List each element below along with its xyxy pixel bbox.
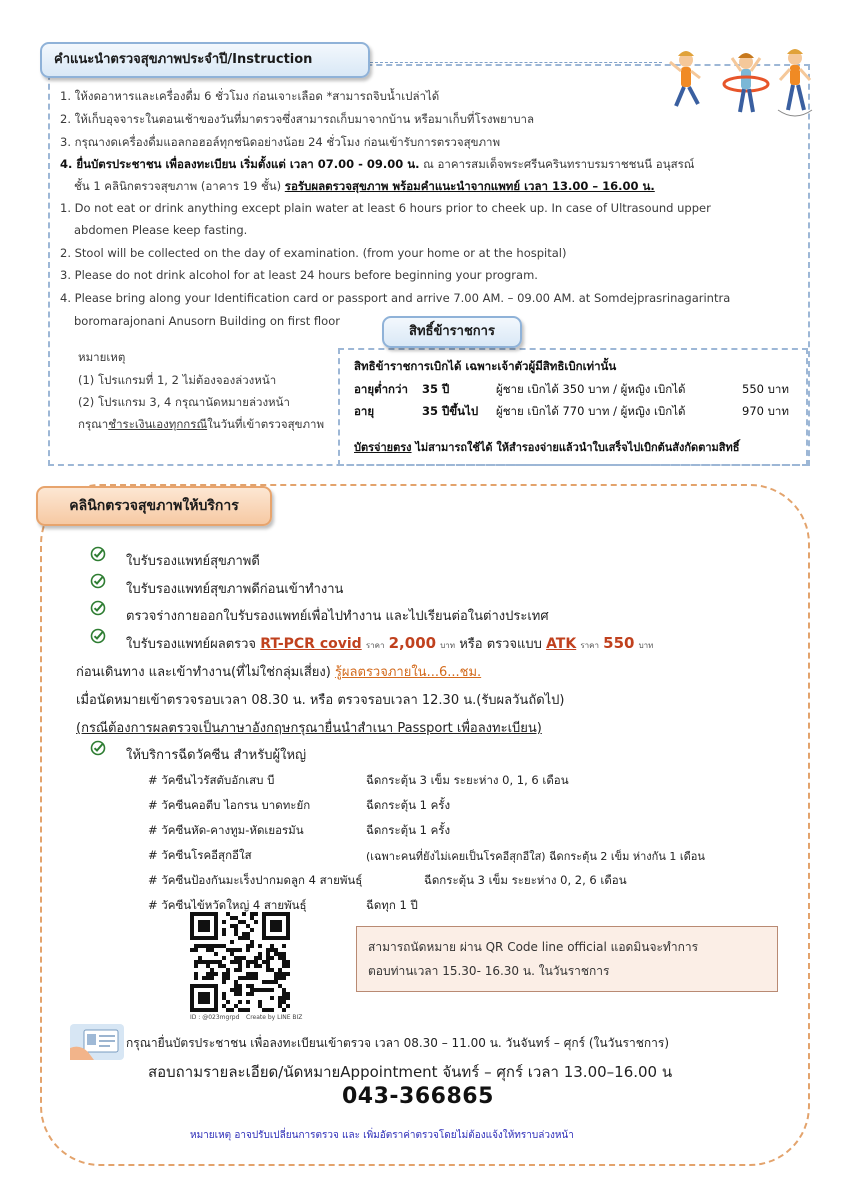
vaccine-detail: (เฉพาะคนที่ยังไม่เคยเป็นโรคอีสุกอีใส) ฉีดกระตุ้น 2 เข็ม ห่างกัน 1 เดือน [366,850,705,863]
qr-caption-id: ID : @023mgrpd [190,1014,240,1021]
vaccine-name: # วัคซีนป้องกันมะเร็งปากมดลูก 4 สายพันธุ์ [148,873,363,887]
vaccine-name: # วัคซีนคอตีบ ไอกรน บาดทะยัก [148,798,311,812]
rights-row-1-detail: ผู้ชาย เบิกได้ 350 บาท / ผู้หญิง เบิกได้ [496,382,686,396]
rights-row-2-label: อายุ [354,404,375,418]
phone-number[interactable]: 043-366865 [342,1084,494,1109]
vaccine-detail: ฉีดทุก 1 ปี [366,898,418,912]
service-4-c: เมื่อนัดหมายเข้าตรวจรอบเวลา 08.30 น. หรือ ตรวจรอบเวลา 12.30 น.(รับผลวันถัดไป) [76,693,565,708]
vaccine-detail: ฉีดกระตุ้น 3 เข็ม ระยะห่าง 0, 1, 6 เดือน [366,773,569,787]
instruction-th-1: 1. ให้งดอาหารและเครื่องดื่ม 6 ชั่วโมง ก่อนเจาะเลือด *สามารถจิบน้ำเปล่าได้ [60,89,440,103]
service-3: ตรวจร่างกายออกใบรับรองแพทย์เพื่อไปทำงาน และไปเรียนต่อในต่างประเทศ [126,609,549,624]
rights-row-2-age: 35 ปีขึ้นไป [422,404,479,418]
exercising-kids-illustration [660,40,820,130]
rights-row-2-detail: ผู้ชาย เบิกได้ 770 บาท / ผู้หญิง เบิกได้ [496,404,686,418]
vaccine-name: # วัคซีนหัด-คางทูม-หัดเยอรมัน [148,823,304,837]
result-time: รู้ผลตรวจภายใน...6...ชม. [334,665,482,680]
appointment-note-box [356,926,778,992]
rtpcr-price: 2,000 [388,634,437,652]
instruction-en-2: 2. Stool will be collected on the day of examination. (from your home or at the hospital) [60,246,567,260]
check-circle-icon [90,573,106,589]
id-card-icon [70,1024,124,1060]
baht-label: บาท [440,641,456,650]
service-2: ใบรับรองแพทย์สุขภาพดีก่อนเข้าทำงาน [126,582,344,597]
remark-2: (2) โปรแกรม 3, 4 กรุณานัดหมายล่วงหน้า [78,395,290,409]
rights-title: สิทธิ์ข้าราชการ [382,316,522,348]
service-4-label: ใบรับรองแพทย์ผลตรวจ [126,637,257,652]
remark-3 [78,416,324,434]
rights-row-1-amount: 550 บาท [742,382,789,396]
rights-row-1-label: อายุต่ำกว่า [354,382,408,396]
price-label-2: ราคา [580,641,599,650]
rights-line-1: สิทธิข้าราชการเบิกได้ เฉพาะเจ้าตัวผู้มีสิทธิเบิกเท่านั้น [354,359,617,373]
vaccine-detail: ฉีดกระตุ้น 3 เข็ม ระยะห่าง 0, 2, 6 เดือน [424,873,627,887]
instruction-en-1b: abdomen Please keep fasting. [74,223,248,237]
check-circle-icon [90,628,106,644]
service-4 [126,633,653,654]
rights-row-1 [354,381,408,399]
appointment-note-1: สามารถนัดหมาย ผ่าน QR Code line official แอดมินจะทำการ [368,940,699,954]
clinic-title: คลินิกตรวจสุขภาพให้บริการ [36,486,272,526]
instruction-en-4b: boromarajonani Anusorn Building on first floor [74,314,340,328]
vaccine-name: # วัคซีนไข้หวัดใหญ่ 4 สายพันธุ์ [148,898,307,912]
instruction-title: คำแนะนำตรวจสุขภาพประจำปี/Instruction [40,42,370,78]
instruction-th-4b-rest: ชั้น 1 คลินิกตรวจสุขภาพ (อาคาร 19 ชั้น) [74,179,282,193]
service-5: ให้บริการฉีดวัคซีน สำหรับผู้ใหญ่ [126,748,307,763]
footer-remark: หมายเหตุ อาจปรับเปลี่ยนการตรวจ และ เพิ่มอัตราค่าตรวจโดยไม่ต้องแจ้งให้ทราบล่วงหน้า [190,1130,574,1141]
contact-info: สอบถามรายละเอียด/นัดหมายAppointment จันทร์ – ศุกร์ เวลา 13.00–16.00 น [148,1063,673,1081]
rtpcr-label: RT-PCR covid [260,636,362,652]
registration-info: กรุณายื่นบัตรประชาชน เพื่อลงทะเบียนเข้าตรวจ เวลา 08.30 – 11.00 น. วันจันทร์ – ศุกร์ (ในวันราชการ) [126,1036,670,1050]
rights-row-2-amount: 970 บาท [742,404,789,418]
atk-label: ATK [546,636,577,652]
instruction-th-4a-rest: ณ อาคารสมเด็จพระศรีนครินทราบรมราชชนนี อนุสรณ์ [419,157,695,171]
instruction-en-3: 3. Please do not drink alcohol for at least 24 hours before beginning your program. [60,268,538,282]
rights-note-underlined: บัตรจ่ายตรง [354,441,412,454]
service-4-b-text: ก่อนเดินทาง และเข้าทำงาน(ที่ไม่ใช่กลุ่มเสี่ยง) [76,665,331,680]
rights-note-rest: ไม่สามารถใช้ได้ ให้สำรองจ่ายแล้วนำใบเสร็จไปเบิกต้นสังกัดตามสิทธิ์ [411,441,740,454]
vaccine-name: # วัคซีนไวรัสตับอักเสบ บี [148,773,275,787]
vaccine-detail: ฉีดกระตุ้น 1 ครั้ง [366,798,451,812]
baht-label-2: บาท [638,641,654,650]
instruction-th-4a-bold: 4. ยื่นบัตรประชาชน เพื่อลงทะเบียน เริ่มตั้งแต่ เวลา 07.00 - 09.00 น. [60,157,420,171]
check-circle-icon [90,546,106,562]
or-label: หรือ ตรวจแบบ [459,637,542,652]
instruction-th-3: 3. กรุณางดเครื่องดื่มแอลกอฮอล์ทุกชนิดอย่างน้อย 24 ชั่วโมง ก่อนเข้ารับการตรวจสุขภาพ [60,135,501,149]
instruction-th-4b-bold: รอรับผลตรวจสุขภาพ พร้อมคำแนะนำจากแพทย์ เวลา 13.00 – 16.00 น. [284,179,655,193]
remark-3-c: ในวันที่เข้าตรวจสุขภาพ [207,417,325,431]
check-circle-icon [90,740,106,756]
atk-price: 550 [603,634,635,652]
vaccine-name: # วัคซีนโรคอีสุกอีใส [148,848,252,862]
remark-title: หมายเหตุ [78,350,126,364]
service-4-b [76,661,481,682]
vaccine-detail: ฉีดกระตุ้น 1 ครั้ง [366,823,451,837]
rights-row-1-age: 35 ปี [422,382,450,396]
rights-note [354,438,739,456]
remark-3-a: กรุณา [78,417,109,431]
check-circle-icon [90,600,106,616]
remark-1: (1) โปรแกรมที่ 1, 2 ไม่ต้องจองล่วงหน้า [78,373,277,387]
title-dash-line [370,62,662,63]
instruction-th-2: 2. ให้เก็บอุจจาระในตอนเช้าของวันที่มาตรวจซึ่งสามารถเก็บมาจากบ้าน หรือมาเก็บที่โรงพยาบาล [60,112,535,126]
service-4-d: (กรณีต้องการผลตรวจเป็นภาษาอังกฤษกรุณายื่นนำสำเนา Passport เพื่อลงทะเบียน) [76,721,542,736]
rights-row-2 [354,403,374,421]
qr-caption-line: Create by LINE BIZ [246,1014,303,1021]
instruction-th-4b [74,178,655,196]
instruction-en-4a: 4. Please bring along your Identification card or passport and arrive 7.00 AM. – 09.00 AM. at Somdejprasrinagarintra [60,291,731,305]
instruction-th-4a [60,156,694,174]
service-1: ใบรับรองแพทย์สุขภาพดี [126,554,260,569]
price-label: ราคา [365,641,385,650]
line-qr-code[interactable] [190,912,290,1012]
remark-3-b: ชำระเงินเองทุกกรณี [108,417,208,431]
instruction-en-1a: 1. Do not eat or drink anything except plain water at least 6 hours prior to cheek up. In case of Ultrasound upper [60,201,711,215]
appointment-note-2: ตอบท่านเวลา 15.30- 16.30 น. ในวันราชการ [368,964,610,978]
